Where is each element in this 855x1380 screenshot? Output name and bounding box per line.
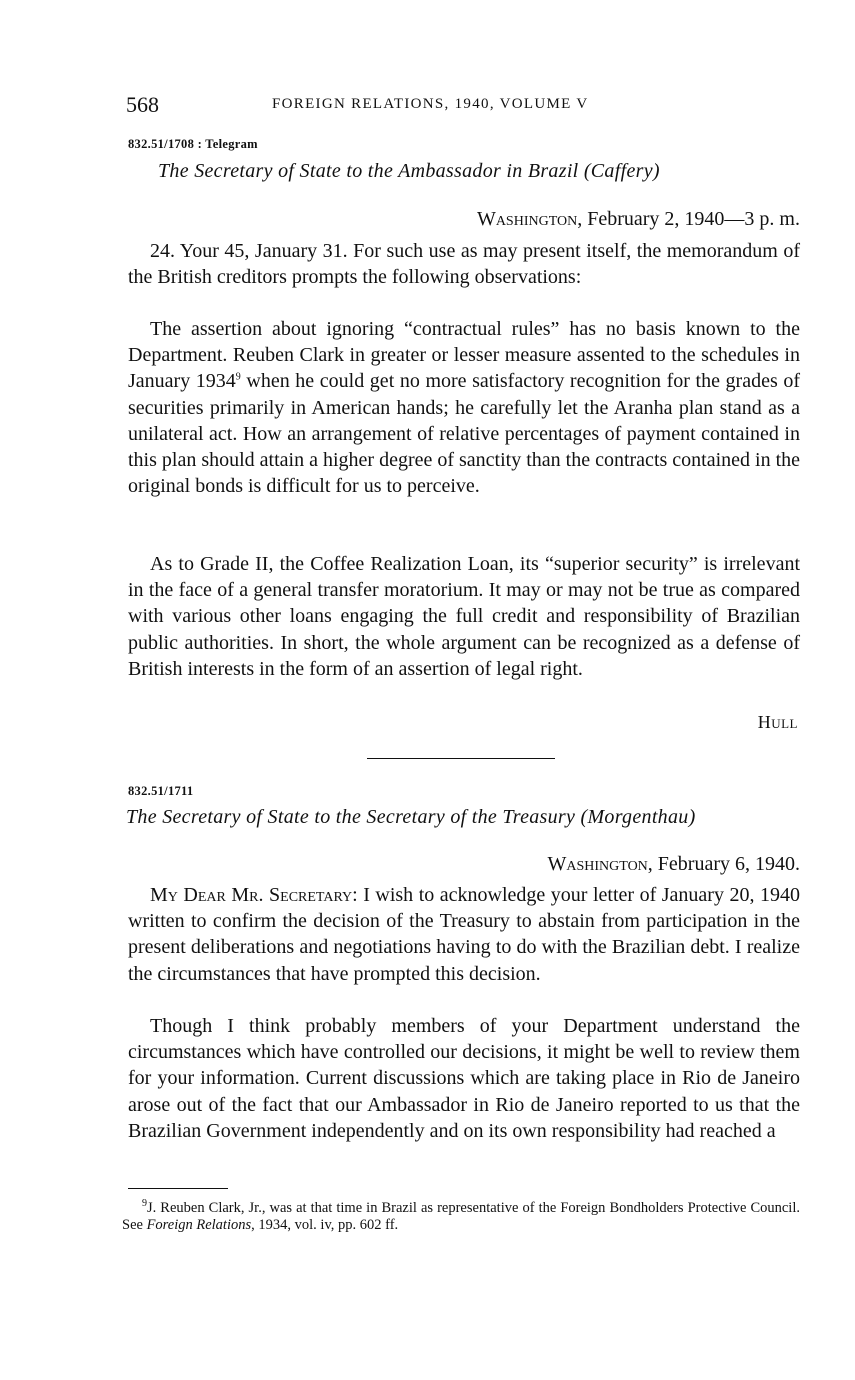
dateline-place-2: Washington — [547, 853, 648, 875]
salutation: My Dear Mr. Secretary: — [150, 884, 358, 906]
footnote-text-b: , 1934, vol. iv, pp. 602 ff. — [251, 1217, 399, 1233]
running-head — [126, 92, 800, 118]
doc2-paragraph-2: Though I think probably members of your Department understand the circumstances which have controlled our decisions, it might be well to review them for your information. Current discussions which are taking place in Rio de Janeiro arose out of the fact that our Ambassador in Rio de Janeiro reported to us that the Brazilian Government independently and on its own responsibility had reached a — [128, 1015, 800, 1142]
dateline-place-1: Washington — [476, 208, 578, 230]
footnote-italic-title: Foreign Relations — [146, 1217, 252, 1233]
dateline-date-2: , February 6, 1940. — [647, 853, 800, 875]
doc1-paragraph-3: As to Grade II, the Coffee Realization Loan, its “superior security” is irrelevant in the face of a general transfer moratorium. It may or may not be true as compared with various other loans engaging the full credit and responsibility of Brazilian public authorities. In short, the whole argument can be recognized as a defense of British interests in the form of an assertion of legal right. — [128, 553, 800, 680]
doc2-paragraph-1 — [128, 882, 800, 987]
file-reference-2: 832.51/1711 — [128, 784, 194, 798]
document-title-1: The Secretary of State to the Ambassador in Brazil (Caffery) — [158, 160, 660, 182]
page-number: 568 — [126, 92, 159, 117]
document-title-2: The Secretary of State to the Secretary of the Treasury (Morgenthau) — [126, 806, 696, 828]
file-reference-1: 832.51/1708 : Telegram — [128, 137, 258, 151]
doc1-paragraph-2-text-b: when he could get no more satisfactory recognition for the grades of securities primarily in American hands; he carefully let the Aranha plan stand as a unilateral act. How an arrangement of relative percentages of payment contained in this plan should attain a higher degree of sanctity than the contracts contained in the original bonds is difficult for us to perceive. — [128, 370, 801, 498]
dateline-date-1: , February 2, 1940—3 p. m. — [577, 208, 800, 230]
footnote-text-a: J. Reuben Clark, Jr., was at that time in Brazil as representative of the Foreign Bondholders Protective Council. See — [122, 1200, 800, 1233]
footnote-reference-mark: 9 — [235, 371, 241, 383]
section-divider — [367, 758, 555, 759]
footnote-mark: 9 — [142, 1198, 147, 1210]
signature-1: Hull — [757, 712, 798, 732]
doc1-paragraph-2 — [128, 316, 800, 499]
doc1-paragraph-2-text-a: The assertion about ignoring “contractual rules” has no basis known to the Department. Reuben Clark in greater or lesser measure assented to the schedules in January 1934 — [128, 318, 800, 393]
doc1-paragraph-1: 24. Your 45, January 31. For such use as may present itself, the memorandum of the British creditors prompts the following observations: — [128, 240, 800, 289]
dateline-2 — [548, 853, 801, 876]
footnote-rule — [128, 1188, 228, 1189]
dateline-1 — [477, 208, 800, 231]
doc2-paragraph-1-text: I wish to acknowledge your letter of January 20, 1940 written to confirm the decision of the Treasury to abstain from participation in the present deliberations and negotiations having to do with the Brazilian debt. I realize the circumstances that have prompted this decision. — [128, 884, 801, 985]
footnote — [122, 1200, 800, 1234]
running-head-title: FOREIGN RELATIONS, 1940, VOLUME V — [272, 96, 589, 112]
